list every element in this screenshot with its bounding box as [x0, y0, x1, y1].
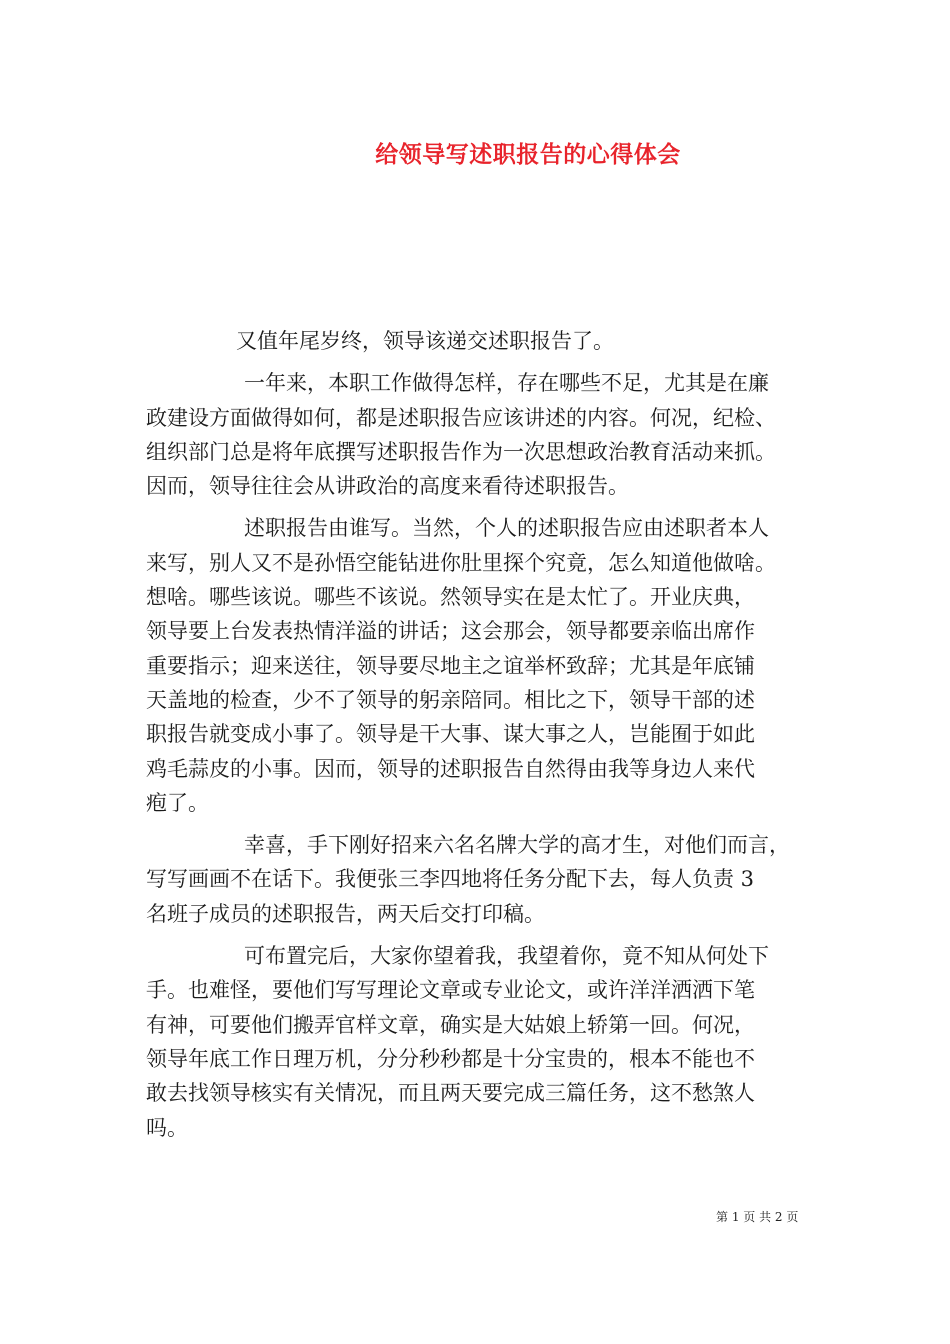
- paragraph-line: 幸喜，手下刚好招来六名名牌大学的高才生，对他们而言，: [244, 833, 790, 858]
- paragraph-line: 敢去找领导核实有关情况，而且两天要完成三篇任务，这不愁煞人: [146, 1081, 755, 1106]
- paragraph-4: [146, 828, 808, 931]
- paragraph-line: 述职报告由谁写。当然，个人的述职报告应由述职者本人: [244, 516, 769, 541]
- paragraph-line: 领导年底工作日理万机，分分秒秒都是十分宝贵的，根本不能也不: [146, 1046, 755, 1071]
- paragraph-2: [146, 366, 808, 503]
- paragraph-line: 可布置完后，大家你望着我，我望着你，竟不知从何处下: [244, 944, 769, 969]
- document-title: 给领导写述职报告的心得体会: [375, 141, 681, 168]
- paragraph-1: [146, 324, 808, 358]
- page-number-footer: 第 1 页 共 2 页: [716, 1210, 799, 1224]
- paragraph-line: 政建设方面做得如何，都是述职报告应该讲述的内容。何况，纪检、: [146, 405, 776, 430]
- paragraph-line: 鸡毛蒜皮的小事。因而，领导的述职报告自然得由我等身边人来代: [146, 756, 755, 781]
- paragraph-line: 职报告就变成小事了。领导是干大事、谋大事之人，岂能囿于如此: [146, 722, 755, 747]
- document-body: [146, 324, 808, 1153]
- paragraph-line: 领导要上台发表热情洋溢的讲话；这会那会，领导都要亲临出席作: [146, 619, 755, 644]
- paragraph-line: 又值年尾岁终，领导该递交述职报告了。: [236, 329, 614, 353]
- paragraph-line: 疱了。: [146, 790, 209, 815]
- paragraph-line: 重要指示；迎来送往，领导要尽地主之谊举杯致辞；尤其是年底铺: [146, 653, 755, 678]
- paragraph-line: 组织部门总是将年底撰写述职报告作为一次思想政治教育活动来抓。: [146, 439, 776, 464]
- paragraph-line: 来写，别人又不是孙悟空能钻进你肚里探个究竟，怎么知道他做啥。: [146, 550, 776, 575]
- paragraph-line: 一年来，本职工作做得怎样，存在哪些不足，尤其是在廉: [244, 371, 769, 396]
- paragraph-3: [146, 511, 808, 820]
- paragraph-line: 因而，领导往往会从讲政治的高度来看待述职报告。: [146, 474, 629, 499]
- paragraph-line: 天盖地的检查，少不了领导的躬亲陪同。相比之下，领导干部的述: [146, 687, 755, 712]
- paragraph-line: 想啥。哪些该说。哪些不该说。然领导实在是太忙了。开业庆典，: [146, 585, 755, 610]
- paragraph-line: 手。也难怪，要他们写写理论文章或专业论文，或许洋洋洒洒下笔: [146, 978, 755, 1003]
- paragraph-line: 有神，可要他们搬弄官样文章，确实是大姑娘上轿第一回。何况，: [146, 1012, 755, 1037]
- paragraph-line: 吗。: [146, 1115, 188, 1140]
- paragraph-line: 名班子成员的述职报告，两天后交打印稿。: [146, 901, 545, 926]
- paragraph-line: 写写画画不在话下。我便张三李四地将任务分配下去，每人负责 3: [146, 867, 755, 892]
- paragraph-5: [146, 939, 808, 1145]
